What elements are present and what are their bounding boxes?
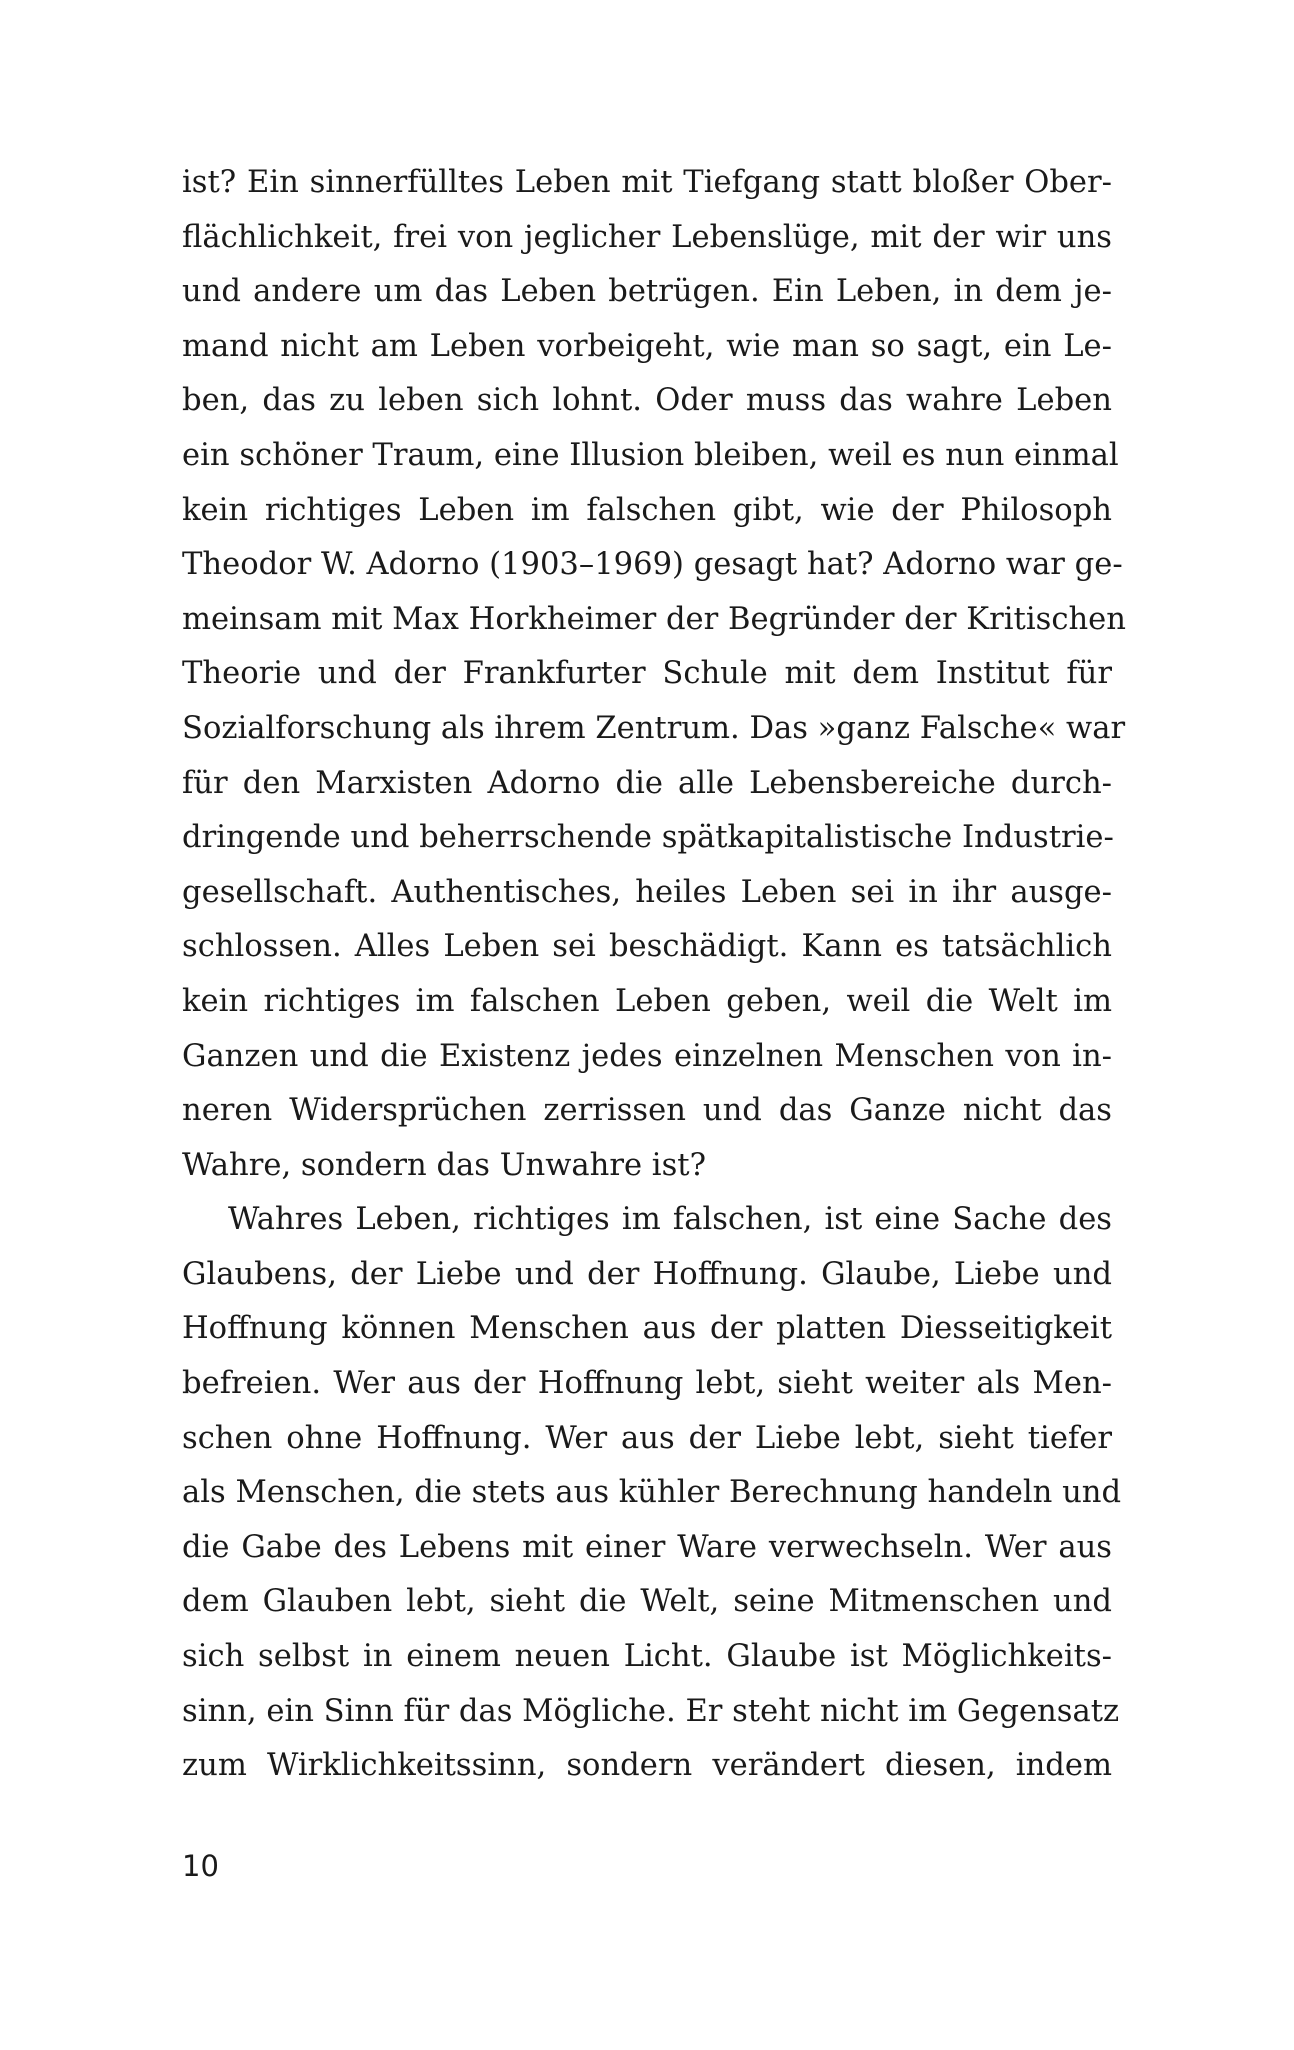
text-line: Hoffnung können Menschen aus der platten Diesseitigkeit xyxy=(182,1311,1112,1347)
body-text xyxy=(182,156,1126,1794)
text-line: Theodor W. Adorno (1903–1969) gesagt hat? Adorno war ge- xyxy=(182,547,1123,583)
text-line: Wahre, sondern das Unwahre ist? xyxy=(182,1147,706,1183)
text-line: als Menschen, die stets aus kühler Berechnung handeln und xyxy=(182,1475,1122,1511)
page-number: 10 xyxy=(182,1849,219,1883)
text-line: ein schöner Traum, eine Illusion bleiben, weil es nun einmal xyxy=(182,437,1119,473)
text-line: zum Wirklichkeitssinn, sondern verändert diesen, indem xyxy=(182,1748,1112,1784)
text-line: die Gabe des Lebens mit einer Ware verwechseln. Wer aus xyxy=(182,1529,1112,1565)
text-line: sich selbst in einem neuen Licht. Glaube ist Möglichkeits- xyxy=(182,1639,1112,1675)
text-line: und andere um das Leben betrügen. Ein Leben, in dem je- xyxy=(182,274,1112,310)
text-line: kein richtiges im falschen Leben geben, weil die Welt im xyxy=(182,983,1112,1019)
text-line: kein richtiges Leben im falschen gibt, wie der Philosoph xyxy=(182,492,1112,528)
text-line: Wahres Leben, richtiges im falschen, ist eine Sache des xyxy=(228,1202,1112,1238)
text-line: für den Marxisten Adorno die alle Lebensbereiche durch- xyxy=(182,765,1112,801)
text-line: schlossen. Alles Leben sei beschädigt. Kann es tatsächlich xyxy=(182,929,1112,965)
text-line: meinsam mit Max Horkheimer der Begründer der Kritischen xyxy=(182,601,1126,637)
text-line: sinn, ein Sinn für das Mögliche. Er steht nicht im Gegensatz xyxy=(182,1693,1120,1729)
text-line: schen ohne Hoffnung. Wer aus der Liebe lebt, sieht tiefer xyxy=(182,1420,1112,1456)
text-line: flächlichkeit, frei von jeglicher Lebenslüge, mit der wir uns xyxy=(182,219,1112,255)
text-line: neren Widersprüchen zerrissen und das Ganze nicht das xyxy=(182,1093,1112,1129)
text-line: dringende und beherrschende spätkapitalistische Industrie- xyxy=(182,820,1114,856)
text-line: Sozialforschung als ihrem Zentrum. Das »ganz Falsche« war xyxy=(182,710,1126,746)
text-line: ben, das zu leben sich lohnt. Oder muss das wahre Leben xyxy=(182,383,1112,419)
text-line: Theorie und der Frankfurter Schule mit dem Institut für xyxy=(182,656,1112,692)
text-line: mand nicht am Leben vorbeigeht, wie man so sagt, ein Le- xyxy=(182,328,1112,364)
text-line: ist? Ein sinnerfülltes Leben mit Tiefgang statt bloßer Ober- xyxy=(182,165,1112,200)
text-line: Ganzen und die Existenz jedes einzelnen Menschen von in- xyxy=(182,1038,1112,1074)
text-line: Glaubens, der Liebe und der Hoffnung. Glaube, Liebe und xyxy=(182,1256,1112,1292)
paragraph-1 xyxy=(182,156,1126,1193)
text-line: gesellschaft. Authentisches, heiles Leben sei in ihr ausge- xyxy=(182,874,1112,910)
paragraph-2 xyxy=(182,1193,1122,1794)
text-line: dem Glauben lebt, sieht die Welt, seine Mitmenschen und xyxy=(182,1584,1112,1620)
text-line: befreien. Wer aus der Hoffnung lebt, sieht weiter als Men- xyxy=(182,1366,1112,1402)
